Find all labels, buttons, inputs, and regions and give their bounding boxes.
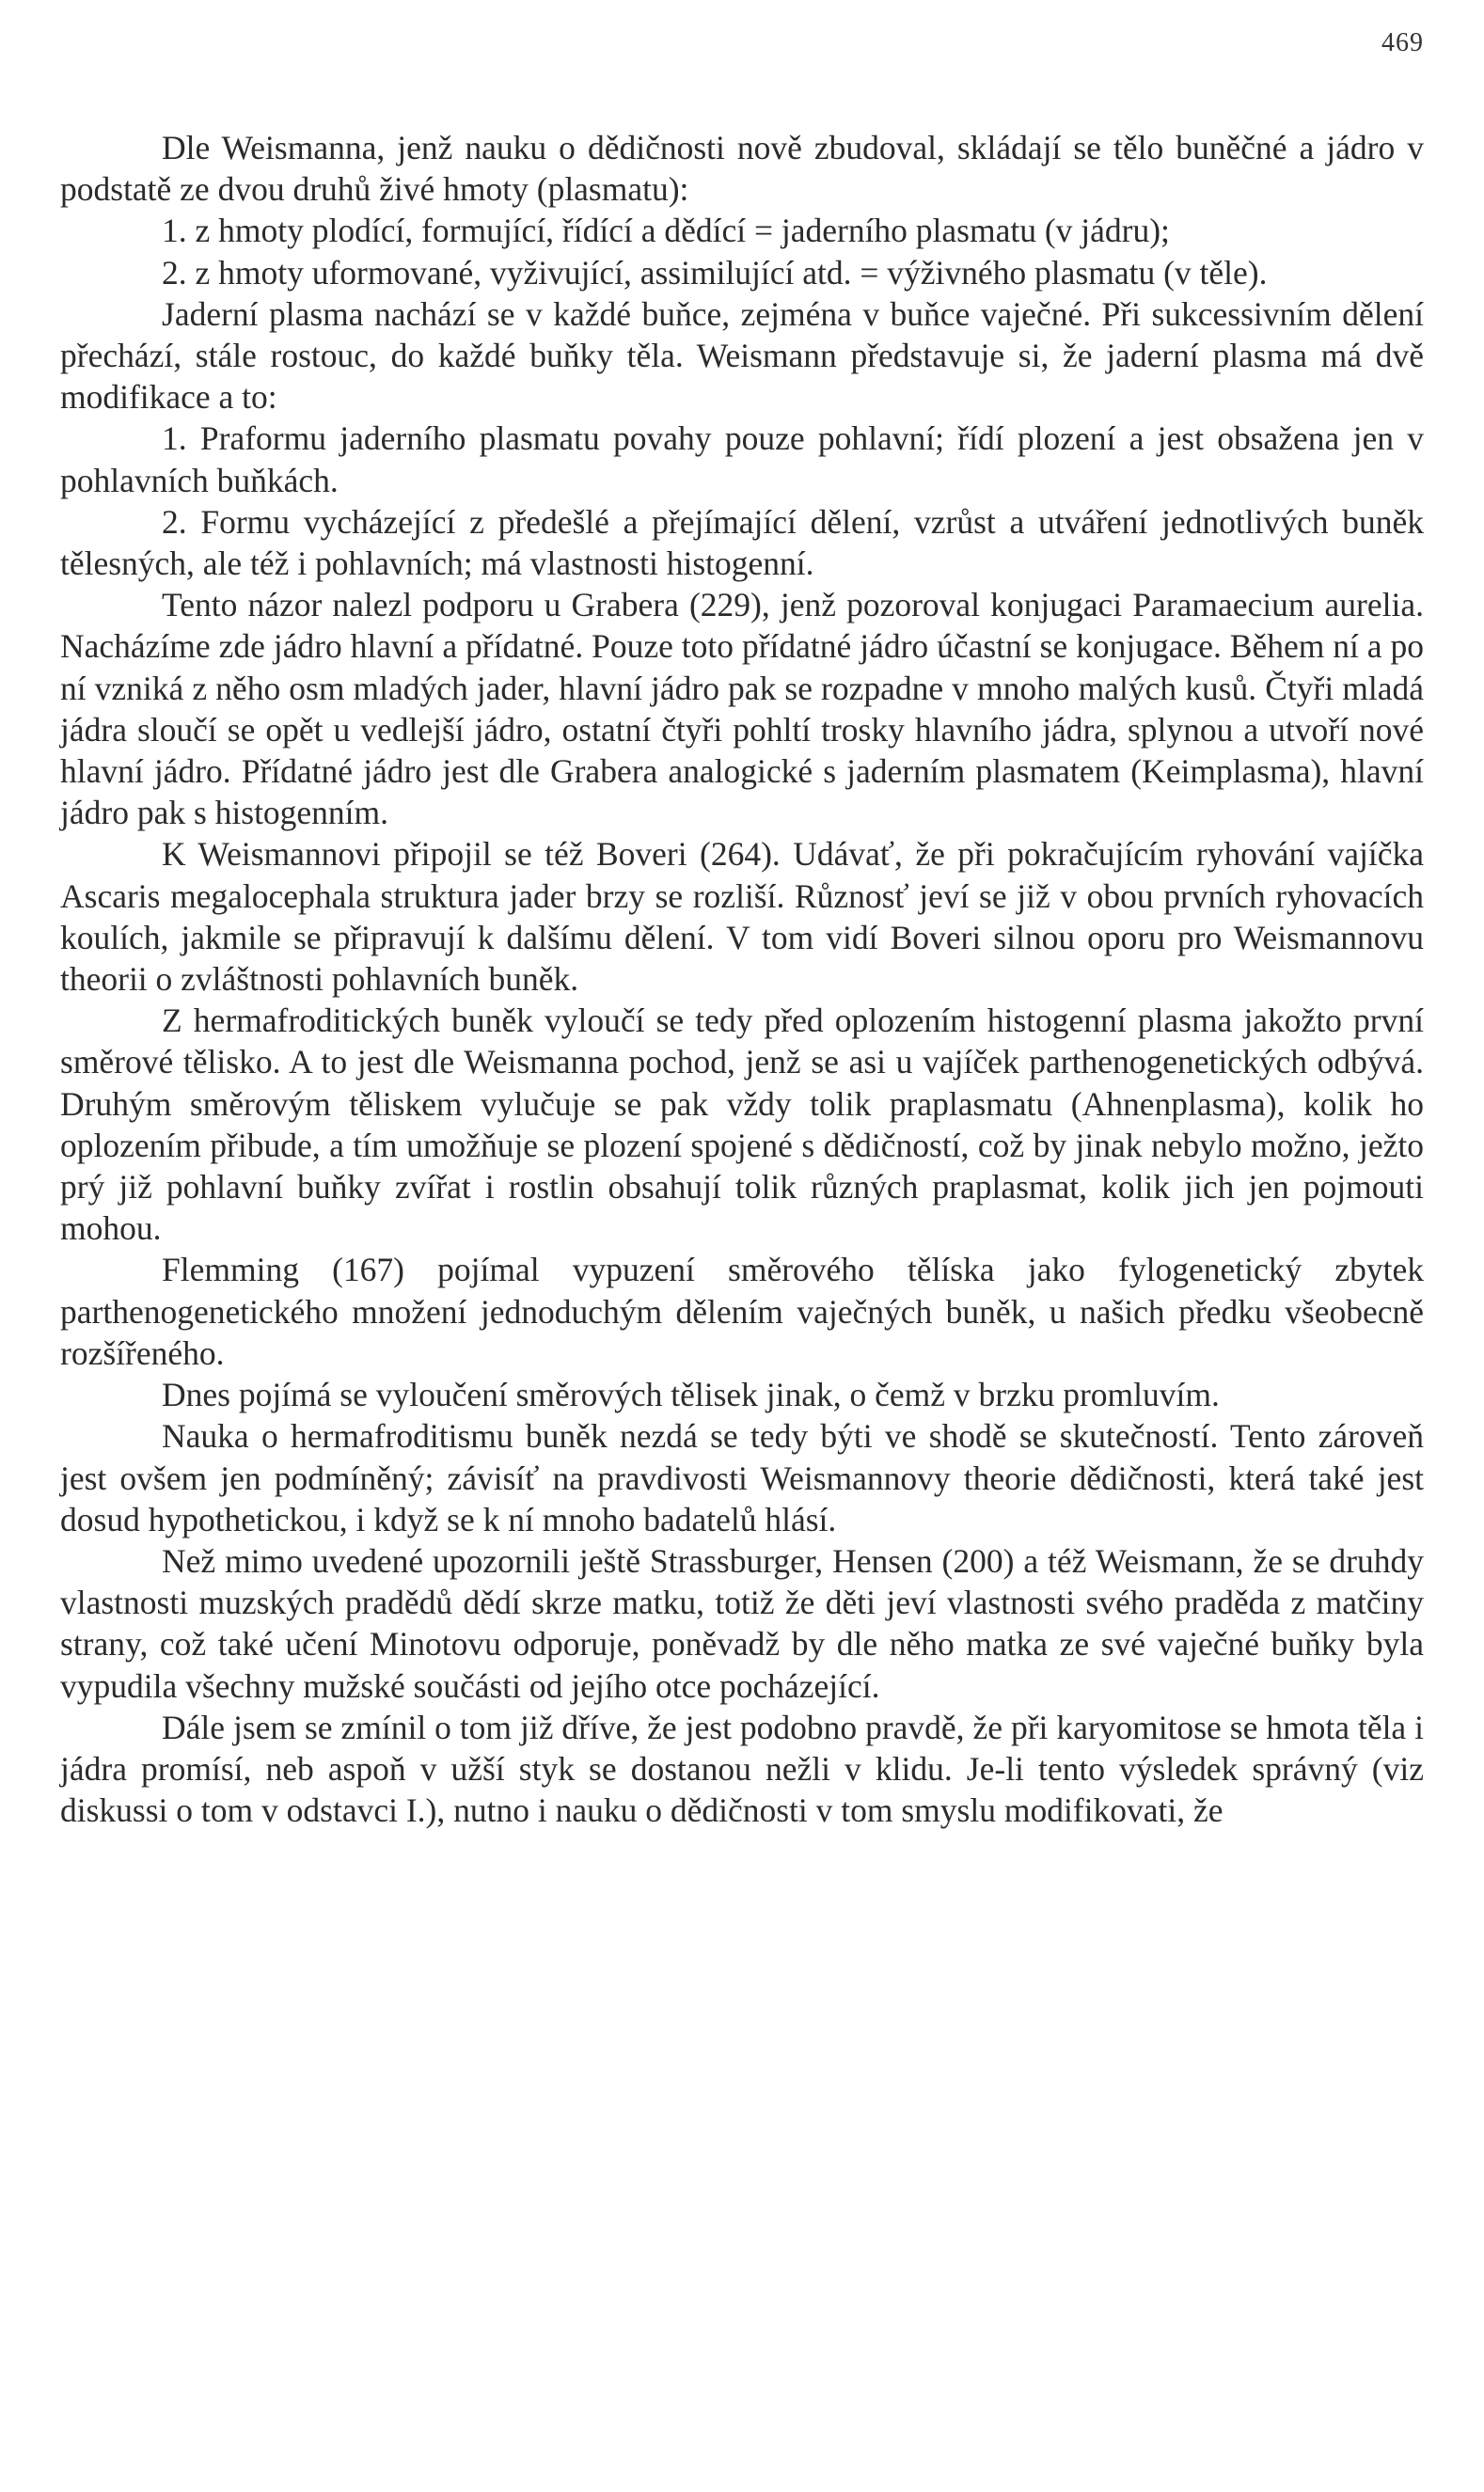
paragraph: Nauka o hermafroditismu buněk nezdá se tedy býti ve shodě se skutečností. Tento zároveň jest ovšem jen podmíněný; závisíť na pravdivosti Weismannovy theorie dědičnosti, která také jest dosud hypothetickou, i když se k ní mnoho badatelů hlásí.: [60, 1417, 1424, 1538]
body-text: [60, 127, 1424, 1831]
paragraph: 2. Formu vycházející z předešlé a přejímající dělení, vzrůst a utváření jednotlivých buněk tělesných, ale též i pohlavních; má vlastnosti histogenní.: [60, 502, 1424, 583]
paragraph: Dle Weismanna, jenž nauku o dědičnosti nově zbudoval, skládají se tělo buněčné a jádro v podstatě ze dvou druhů živé hmoty (plasmatu):: [60, 129, 1424, 209]
paragraph: Než mimo uvedené upozornili ještě Strassburger, Hensen (200) a též Weismann, že se druhdy vlastnosti muzských pradědů dědí skrze matku, totiž že děti jeví vlastnosti svého praděda z matčiny strany, což také učení Minotovu odporuje, poněvadž by dle něho matka ze své vaječné buňky byla vypudila všechny mužské součásti od jejího otce pocházející.: [60, 1541, 1424, 1705]
paragraph: Dnes pojímá se vyloučení směrových tělisek jinak, o čemž v brzku promluvím.: [162, 1376, 1220, 1414]
paragraph: Dále jsem se zmínil o tom již dříve, že jest podobno pravdě, že při karyomitose se hmota těla i jádra promísí, neb aspoň v užší styk se dostanou nežli v klidu. Je-li tento výsledek správný (viz diskussi o tom v odstavci I.), nutno i nauku o dědičnosti v tom smyslu modifikovati, že: [60, 1708, 1424, 1830]
paragraph: 1. z hmoty plodící, formující, řídící a dědící = jaderního plasmatu (v jádru);: [162, 212, 1170, 250]
paragraph: K Weismannovi připojil se též Boveri (264). Udávať, že při pokračujícím ryhování vajíčka Ascaris megalocephala struktura jader brzy se rozliší. Různosť jeví se již v obou prvních ryhovacích koulích, jakmile se připravují k dalšímu dělení. V tom vidí Boveri silnou oporu pro Weismannovu theorii o zvláštnosti pohlavních buněk.: [60, 835, 1424, 999]
paragraph: Tento názor nalezl podporu u Grabera (229), jenž pozoroval konjugaci Paramaecium aurelia. Nacházíme zde jádro hlavní a přídatné. Pouze toto přídatné jádro účastní se konjugace. Během ní a po ní vzniká z něho osm mladých jader, hlavní jádro pak se rozpadne v mnoho malých kusů. Čtyři mladá jádra sloučí se opět u vedlejší jádro, ostatní čtyři pohltí trosky hlavního jádra, splynou a utvoří nové hlavní jádro. Přídatné jádro jest dle Grabera analogické s jaderním plasmatem (Keimplasma), hlavní jádro pak s histogenním.: [60, 586, 1424, 832]
paragraph: 2. z hmoty uformované, vyživující, assimilující atd. = výživného plasmatu (v těle).: [162, 253, 1268, 292]
paragraph: Flemming (167) pojímal vypuzení směrového tělíska jako fylogenetický zbytek parthenogenetického množení jednoduchým dělením vaječných buněk, u našich předku všeobecně rozšířeného.: [60, 1251, 1424, 1372]
paragraph: Z hermafroditických buněk vyloučí se tedy před oplozením histogenní plasma jakožto první směrové tělisko. A to jest dle Weismanna pochod, jenž se asi u vajíček parthenogenetických odbývá. Druhým směrovým těliskem vylučuje se pak vždy tolik praplasmatu (Ahnenplasma), kolik ho oplozením přibude, a tím umožňuje se plození spojené s dědičností, což by jinak nebylo možno, ježto prý již pohlavní buňky zvířat i rostlin obsahují tolik různých praplasmat, kolik jich jen pojmouti mohou.: [60, 1002, 1424, 1248]
paragraph: 1. Praformu jaderního plasmatu povahy pouze pohlavní; řídí plození a jest obsažena jen v pohlavních buňkách.: [60, 419, 1424, 499]
page-number: 469: [1381, 28, 1424, 57]
paragraph: Jaderní plasma nachází se v každé buňce, zejména v buňce vaječné. Při sukcessivním dělení přechází, stále rostouc, do každé buňky těla. Weismann představuje si, že jaderní plasma má dvě modifikace a to:: [60, 294, 1424, 417]
